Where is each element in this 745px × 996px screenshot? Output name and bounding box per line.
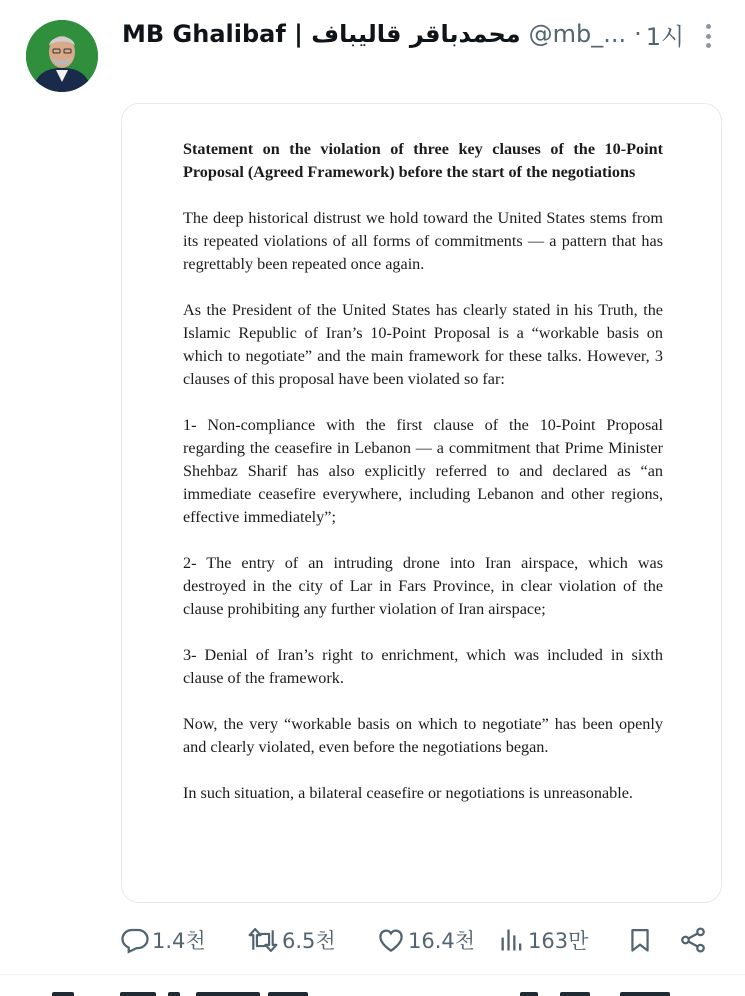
bar-chart-icon <box>498 925 526 955</box>
view-count: 163만 <box>528 929 589 953</box>
document-title: Statement on the violation of three key clauses of the 10-Point Proposal (Agreed Framework) before the start of the negotiations <box>183 140 663 181</box>
attached-document-image[interactable] <box>121 103 722 903</box>
views-button[interactable] <box>498 918 588 962</box>
bookmark-icon <box>626 925 654 955</box>
post-header <box>0 0 745 100</box>
bookmark-button[interactable] <box>626 918 654 962</box>
document-paragraph: 3- Denial of Iran’s right to enrichment, which was included in sixth clause of the framework. <box>183 646 663 687</box>
repost-button[interactable] <box>246 918 336 962</box>
avatar-photo <box>26 20 98 92</box>
document-paragraph: As the President of the United States has clearly stated in his Truth, the Islamic Republic of Iran’s 10-Point Proposal is a “workable basis on which to negotiate” and the main framework for these talks. However, 3 clauses of this proposal have been violated so far: <box>183 301 663 388</box>
document-paragraph: 2- The entry of an intruding drone into Iran airspace, which was destroyed in the city of Lar in Fars Province, in clear violation of the clause prohibiting any further violation of Iran airspace; <box>183 554 663 618</box>
meta-separator: · <box>634 20 642 48</box>
heart-icon <box>376 925 406 955</box>
action-bar <box>0 918 745 962</box>
post-timestamp[interactable]: 1시 <box>645 22 685 51</box>
post-divider <box>0 974 745 975</box>
share-button[interactable] <box>678 918 708 962</box>
next-post-peek <box>0 986 745 996</box>
author-handle[interactable]: @mb_... <box>528 20 627 48</box>
author-line <box>122 16 685 52</box>
author-avatar[interactable] <box>26 20 98 92</box>
document-paragraph: Now, the very “workable basis on which to negotiate” has been openly and clearly violated, even before the negotiations began. <box>183 715 663 756</box>
like-count: 16.4천 <box>408 929 476 953</box>
like-button[interactable] <box>376 918 475 962</box>
document-paragraph: The deep historical distrust we hold toward the United States stems from its repeated violations of all forms of commitments — a pattern that has regrettably been repeated once again. <box>183 209 663 273</box>
document-paragraph: In such situation, a bilateral ceasefire or negotiations is unreasonable. <box>183 784 633 802</box>
statement-document <box>183 138 663 805</box>
repost-count: 6.5천 <box>282 929 336 953</box>
vertical-ellipsis-icon[interactable] <box>700 20 716 52</box>
repost-arrows-icon <box>246 925 280 955</box>
reply-count: 1.4천 <box>152 929 206 953</box>
document-paragraph: 1- Non-compliance with the first clause of the 10-Point Proposal regarding the ceasefire in Lebanon — a commitment that Prime Minister Shehbaz Sharif has also explicitly referred to and declared as “an immediate ceasefire everywhere, including Lebanon and other regions, effective immediately”; <box>183 416 663 526</box>
reply-button[interactable] <box>120 918 206 962</box>
author-display-name[interactable]: MB Ghalibaf | محمدباقر قالیباف <box>122 20 521 48</box>
speech-bubble-icon <box>120 925 150 955</box>
share-icon <box>678 925 708 955</box>
